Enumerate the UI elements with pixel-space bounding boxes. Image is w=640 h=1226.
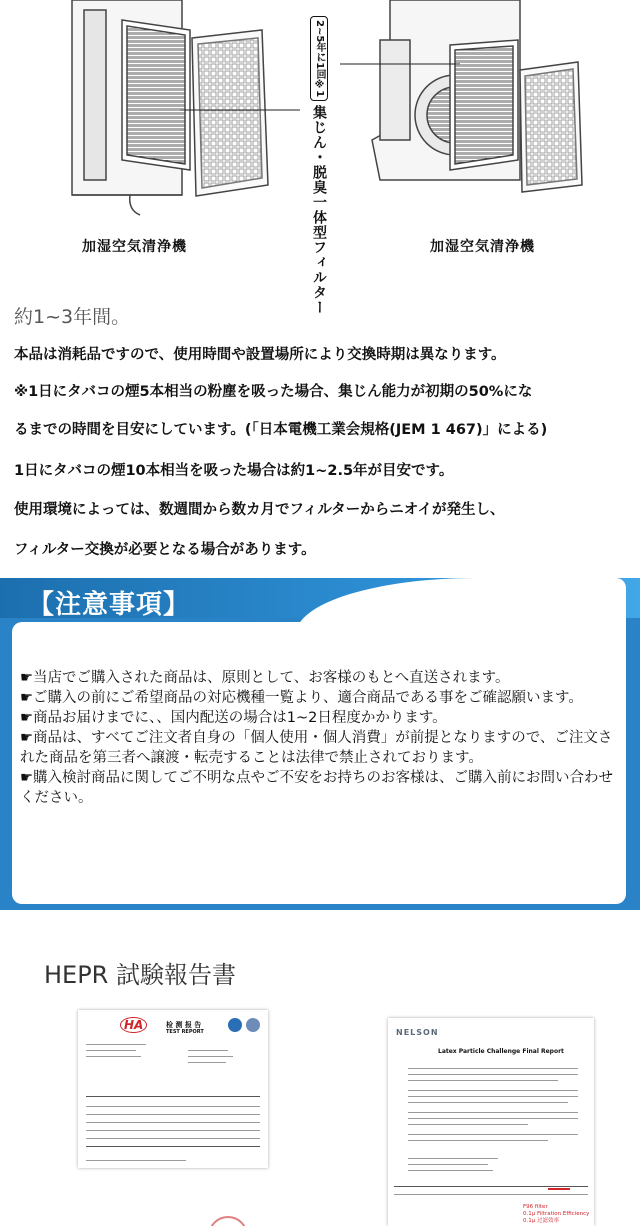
description-line: 1日にタバコの煙10本相当を吸った場合は約1~2.5年が目安です。 (14, 463, 454, 479)
notice-item: ☛購入検討商品に関してご不明な点やご不安をお持ちのお客様は、ご購入前にお問い合わせください。 (20, 770, 613, 806)
filter-illustration (0, 0, 640, 316)
notice-item: ☛当店でご購入された商品は、原則として、お客様のもとへ直送されます。 (20, 670, 510, 686)
left-caption: 加湿空気清浄機 (82, 239, 187, 255)
nelson-logo: NELSON (396, 1028, 439, 1037)
test-report-document (78, 1010, 268, 1168)
report-title: HEPR 試験報告書 (44, 961, 236, 989)
notice-item: ☛商品お届けまでに、、国内配送の場合は1~2日程度かかります。 (20, 710, 447, 726)
filter-label (304, 16, 334, 315)
cnas-logo (228, 1018, 242, 1032)
description-line: 本品は消耗品ですので、使用時間や設置場所により交換時期は異なります。 (14, 347, 506, 363)
note-line: F96 filter (523, 1204, 548, 1210)
report-heading: 检 测 报 告 (166, 1021, 202, 1029)
red-stamp (208, 1216, 248, 1226)
filter-name-label: 集じん・脱臭一体型フィルター (311, 105, 327, 316)
ilac-logo (246, 1018, 260, 1032)
ha-logo-mark: HA (120, 1017, 147, 1033)
report-subheading: TEST REPORT (166, 1029, 204, 1035)
particle-challenge-report (388, 1018, 594, 1226)
note-line: 0.1μ Filtration Efficiency (523, 1211, 590, 1217)
description-line: ※1日にタバコの煙5本相当の粉塵を吸った場合、集じん能力が初期の50%にな (14, 384, 533, 400)
description-line: るまでの時間を目安にしています。(「日本電機工業会規格(JEM 1 467)」による) (14, 422, 548, 438)
lifetime-heading: 約1~3年間。 (14, 306, 131, 328)
right-caption: 加湿空気清浄機 (430, 239, 535, 255)
challenge-report-heading: Latex Particle Challenge Final Report (438, 1048, 564, 1055)
filter-efficiency-note (523, 1204, 589, 1225)
notice-item: ☛商品は、すべてご注文者自身の「個人使用・個人消費」が前提となりますので、ご注文された商品を第三者へ譲渡・転売することは法律で禁止されております。 (20, 730, 613, 766)
notice-list (20, 668, 620, 808)
notice-title: 【注意事項】 (28, 590, 191, 620)
notice-item: ☛ご購入の前にご希望商品の対応機種一覧より、適合商品である事をご確認願います。 (20, 690, 583, 706)
description-line: 使用環境によっては、数週間から数カ月でフィルターからニオイが発生し、 (14, 502, 505, 518)
description-line: フィルター交換が必要となる場合があります。 (14, 542, 316, 558)
ha-logo (120, 1018, 147, 1032)
note-line: 0.1μ 过滤效率 (523, 1218, 559, 1224)
replacement-interval-badge: 2~5年に1回※1 (310, 16, 328, 101)
